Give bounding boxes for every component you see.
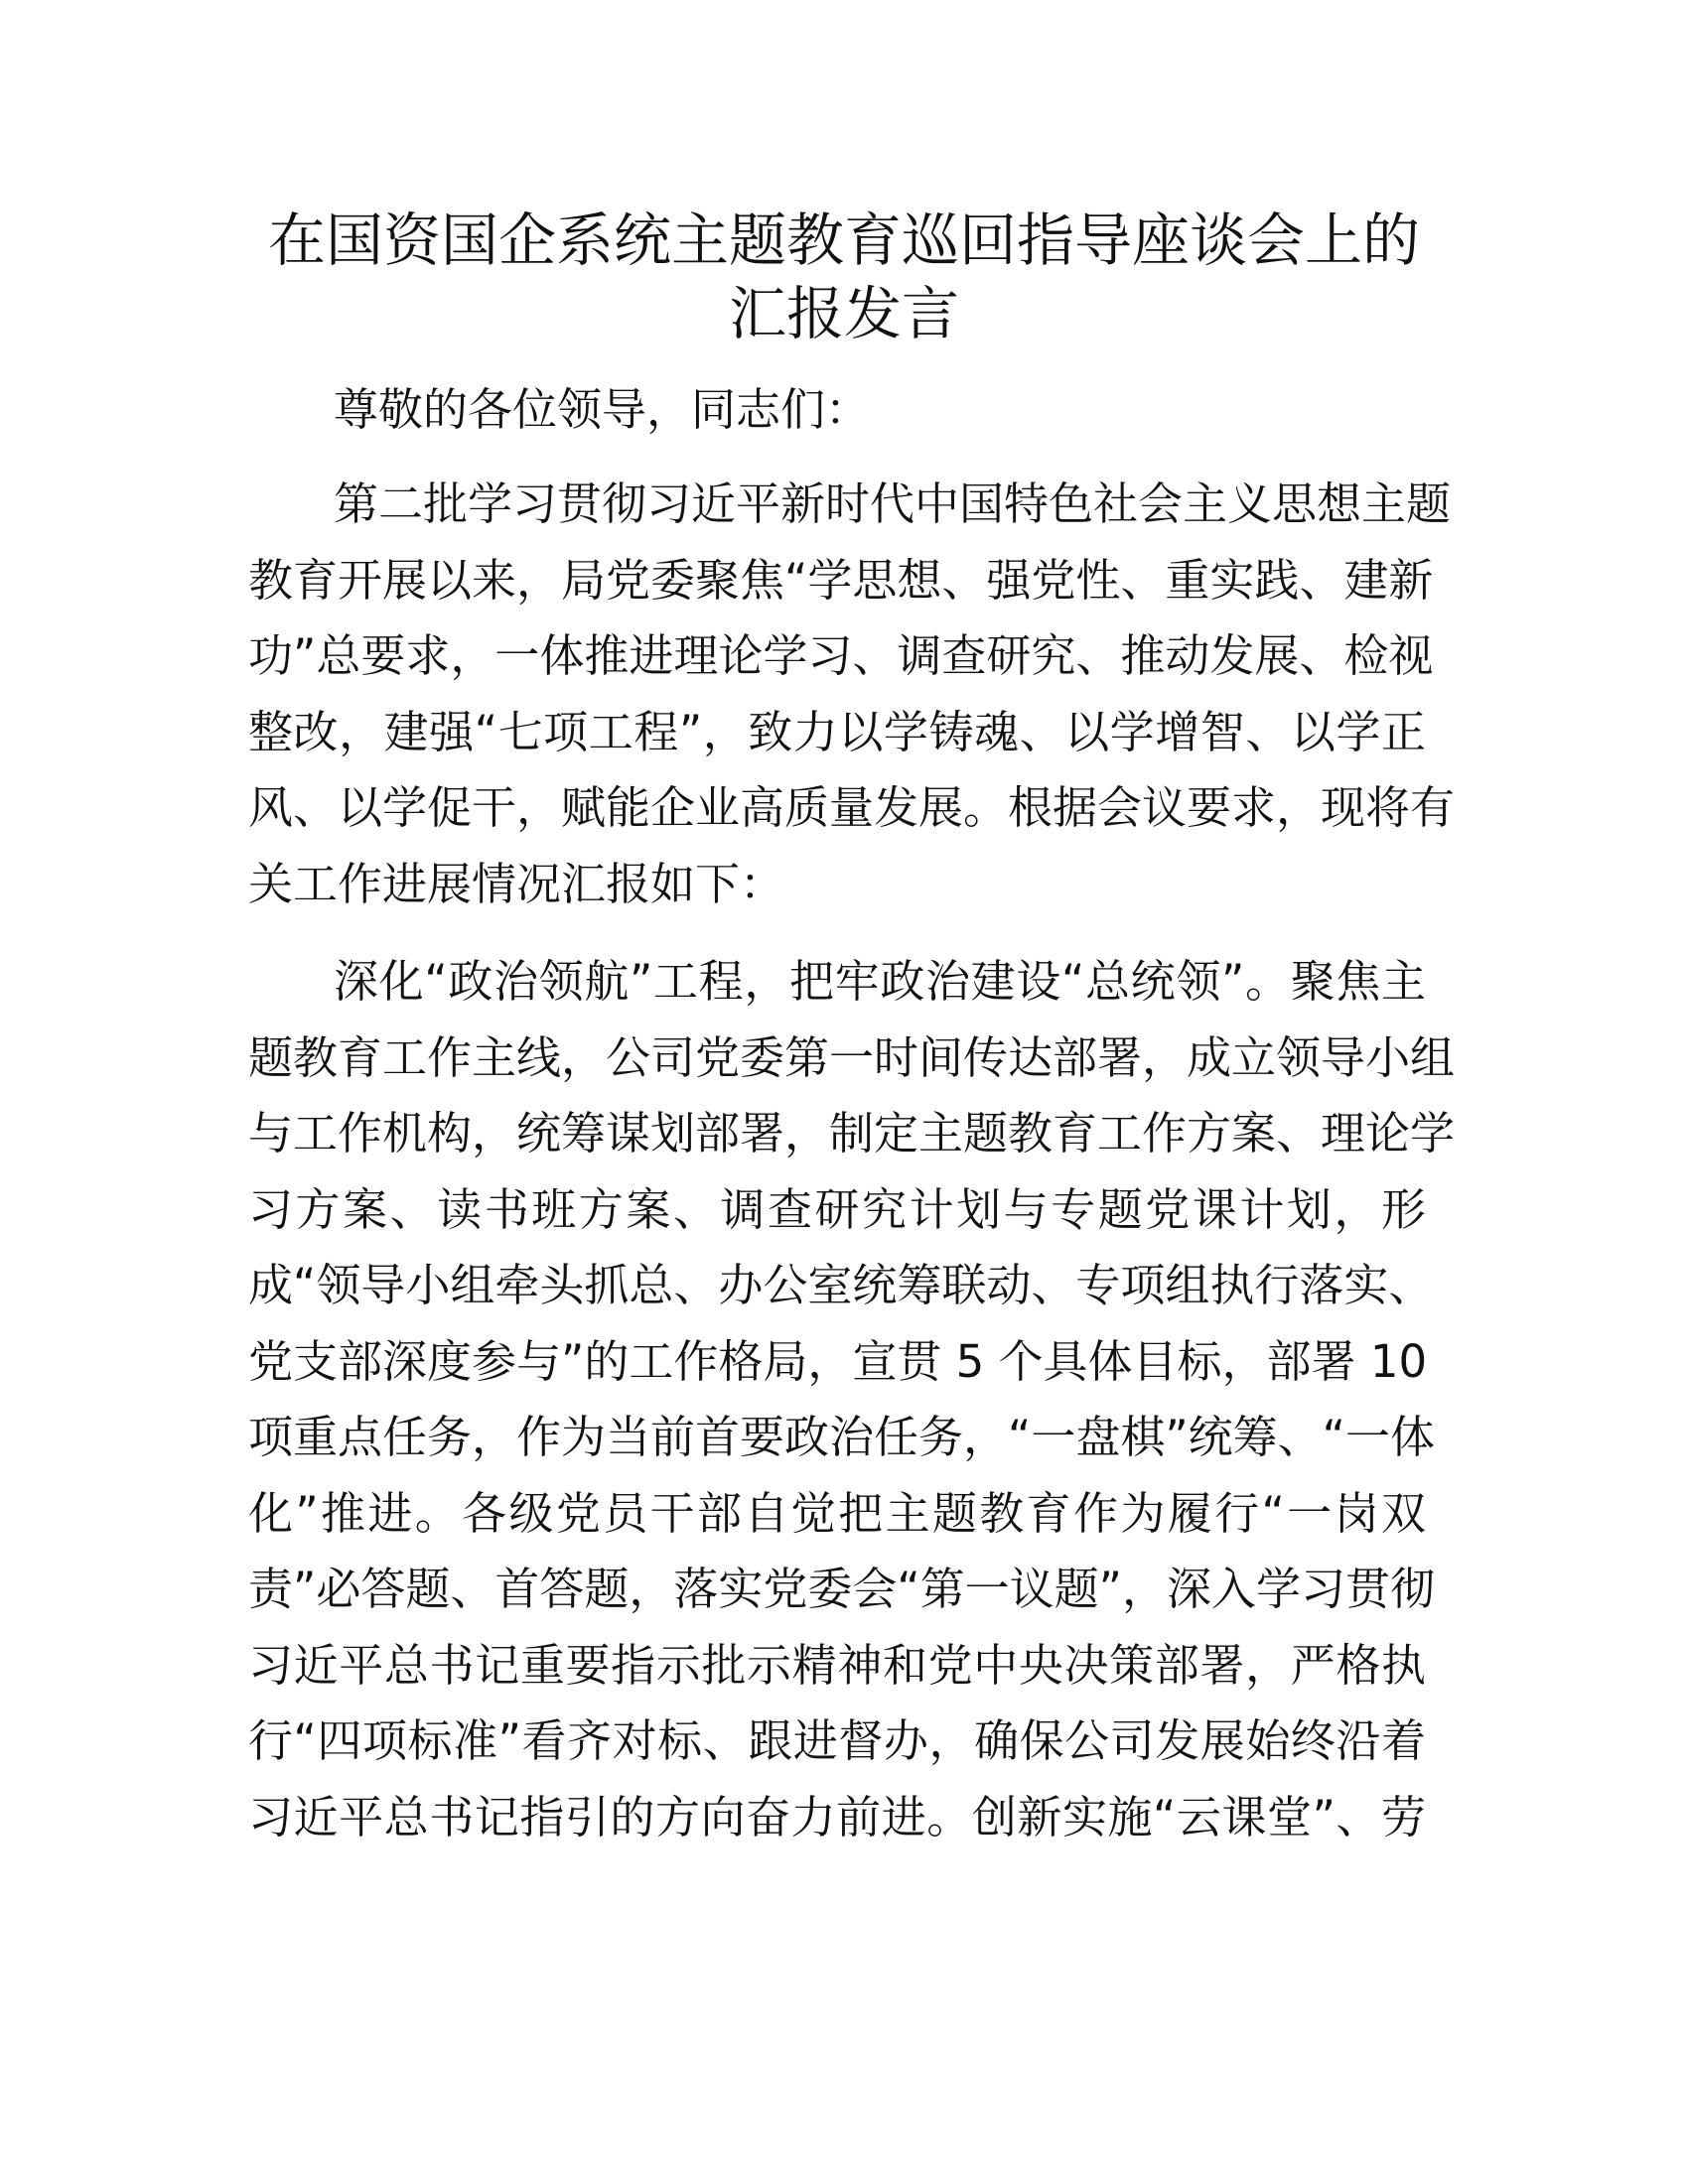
paragraph-line: 深化“政治领航”工程，把牢政治建设“总统领”。聚焦主 — [334, 955, 1426, 1008]
paragraph-line: 党支部深度参与”的工作格局，宣贯 5 个具体目标，部署 10 — [248, 1334, 1428, 1388]
paragraph-line: 习方案、读书班方案、调查研究计划与专题党课计划，形 — [248, 1182, 1426, 1236]
salutation-text: 尊敬的各位领导，同志们： — [334, 383, 871, 436]
paragraph-line: 习近平总书记重要指示批示精神和党中央决策部署，严格执 — [248, 1638, 1426, 1692]
paragraph-line: 习近平总书记指引的方向奋力前进。创新实施“云课堂”、劳 — [248, 1790, 1426, 1843]
document-title — [199, 204, 1489, 350]
paragraph-line: 风、以学促干，赋能企业高质量发展。根据会议要求，现将有 — [248, 781, 1456, 834]
paragraph-line: 化”推进。各级党员干部自觉把主题教育作为履行“一岗双 — [248, 1486, 1426, 1540]
paragraph-political-leadership — [248, 944, 1456, 1855]
paragraph-line: 项重点任务，作为当前首要政治任务，“一盘棋”统筹、“一体 — [248, 1411, 1435, 1463]
paragraph-line: 行“四项标准”看齐对标、跟进督办，确保公司发展始终沿着 — [248, 1714, 1426, 1767]
paragraph-line: 与工作机构，统筹谋划部署，制定主题教育工作方案、理论学 — [248, 1107, 1456, 1160]
paragraph-line: 责”必答题、首答题，落实党委会“第一议题”，深入学习贯彻 — [248, 1563, 1435, 1615]
paragraph-line: 第二批学习贯彻习近平新时代中国特色社会主义思想主题 — [334, 478, 1452, 530]
paragraph-line: 成“领导小组牵头抓总、办公室统筹联动、专项组执行落实、 — [248, 1259, 1434, 1311]
title-line-2: 汇报发言 — [728, 280, 959, 347]
paragraph-intro — [248, 467, 1456, 922]
salutation — [248, 372, 1426, 449]
paragraph-line: 教育开展以来，局党委聚焦“学思想、强党性、重实践、建新 — [248, 553, 1434, 607]
title-line-1: 在国资国企系统主题教育巡回指导座谈会上的 — [267, 206, 1420, 274]
paragraph-line: 功”总要求，一体推进理论学习、调查研究、推动发展、检视 — [248, 629, 1434, 682]
paragraph-line: 整改，建强“七项工程”，致力以学铸魂、以学增智、以学正 — [248, 705, 1426, 758]
paragraph-line: 题教育工作主线，公司党委第一时间传达部署，成立领导小组 — [248, 1030, 1456, 1084]
paragraph-line: 关工作进展情况汇报如下： — [248, 857, 785, 910]
